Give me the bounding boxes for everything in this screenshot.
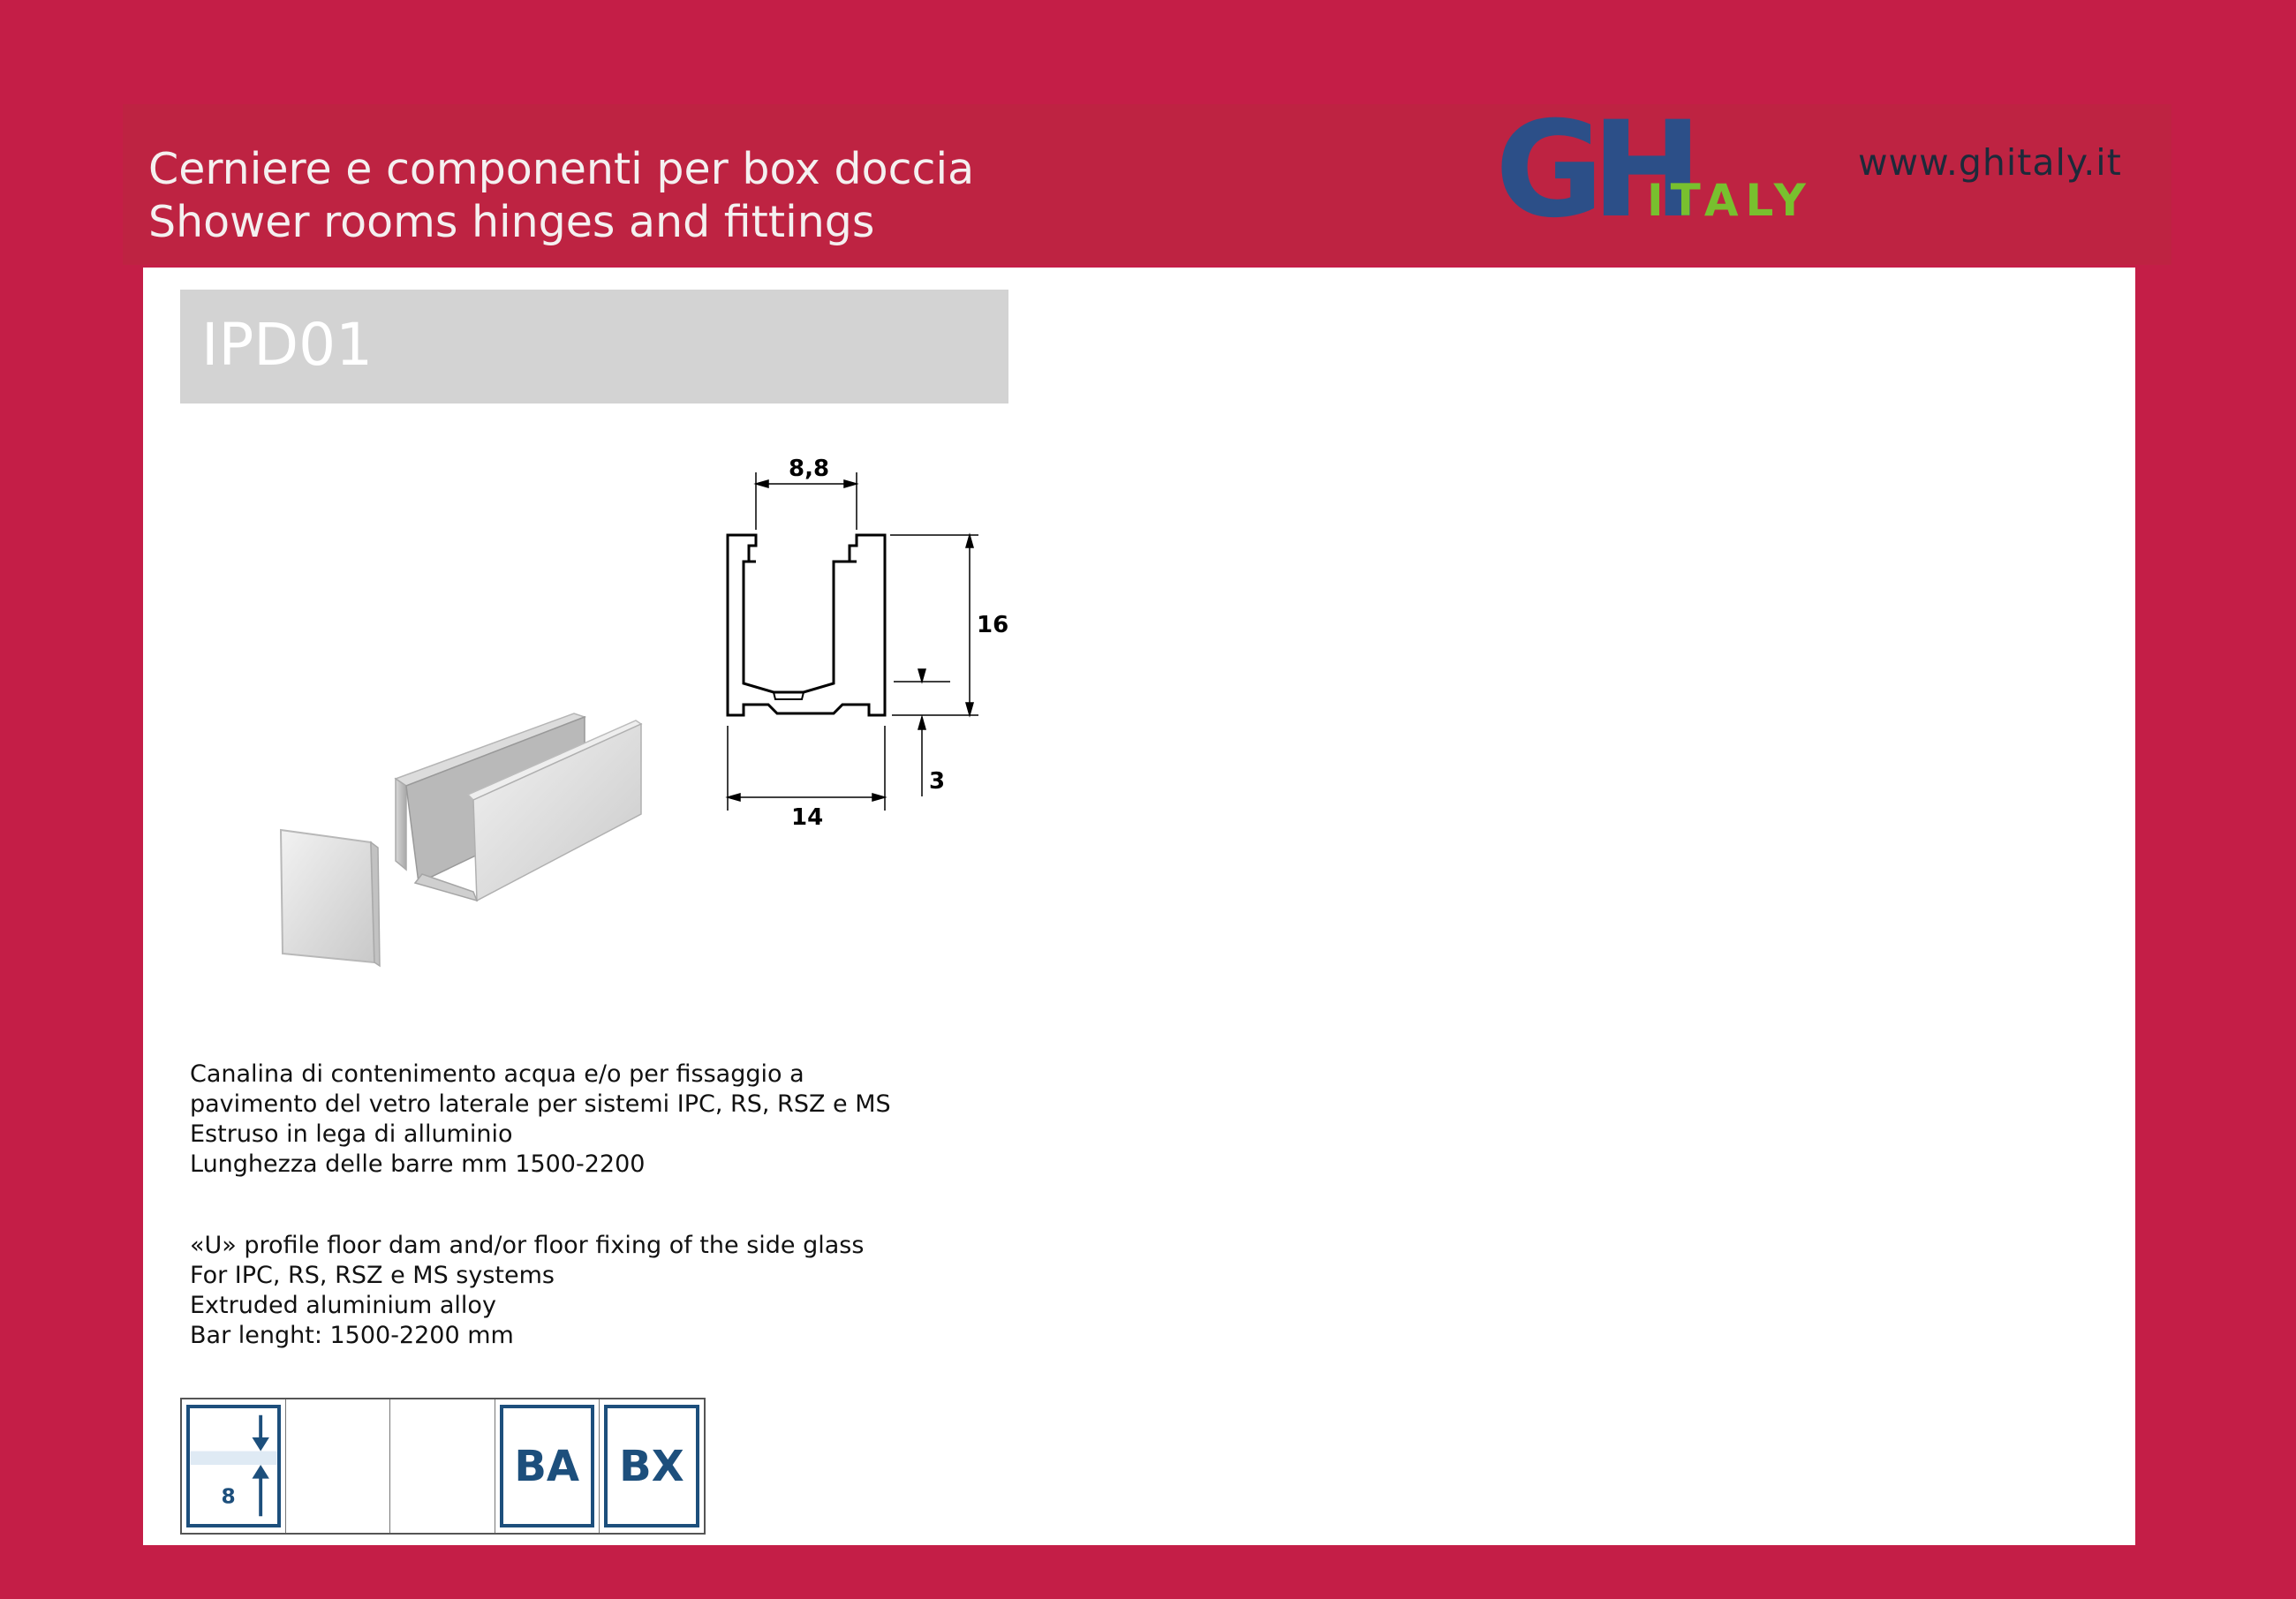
dim-top-arrow-right [844, 480, 857, 487]
dim-height-arrow-top [966, 535, 973, 547]
header-title-english: Shower rooms hinges and fittings [148, 197, 875, 247]
dim-base-label: 3 [929, 768, 946, 795]
glass-thickness-cell [182, 1399, 286, 1533]
description-en-line: For IPC, RS, RSZ e MS systems [190, 1262, 555, 1289]
end-cap-face [281, 830, 374, 962]
dim-width-arrow-right [872, 794, 885, 801]
dim-base-arrow-top [918, 669, 925, 682]
dim-height-arrow-bottom [966, 703, 973, 715]
glass-thickness-icon [186, 1405, 281, 1527]
glass-thickness-value: 8 [221, 1484, 236, 1509]
u-profile-technical-drawing [689, 441, 1042, 839]
dim-width-arrow-left [728, 794, 740, 801]
description-it-line: pavimento del vetro laterale per sistemi IPC, RS, RSZ e MS [190, 1090, 891, 1118]
empty-icon-cell [390, 1399, 495, 1533]
glass-thickness-symbol [190, 1408, 277, 1524]
dim-top-arrow-left [756, 480, 768, 487]
finish-ba-icon: BA [500, 1405, 594, 1527]
gh-italy-logo [1495, 108, 1831, 223]
description-en-line: Bar lenght: 1500-2200 mm [190, 1322, 514, 1349]
dim-base-arrow-bottom [918, 717, 925, 729]
dim-top-label: 8,8 [789, 456, 830, 482]
description-english [190, 1231, 864, 1351]
finish-bx-icon: BX [604, 1405, 699, 1527]
profile-bottom-lip [415, 874, 477, 901]
description-it-line: Estruso in lega di alluminio [190, 1120, 513, 1148]
u-profile-outline [728, 535, 885, 715]
specification-icons-row [180, 1398, 706, 1535]
dim-width-label: 14 [791, 804, 824, 831]
description-en-line: Extruded aluminium alloy [190, 1292, 496, 1319]
description-it-line: Lunghezza delle barre mm 1500-2200 [190, 1150, 646, 1178]
empty-icon-cell [286, 1399, 390, 1533]
finish-ba-cell [495, 1399, 600, 1533]
finish-bx-cell [600, 1399, 704, 1533]
header-title-italian: Cerniere e componenti per box doccia [148, 144, 975, 194]
website-link[interactable]: www.ghitaly.it [1858, 141, 2122, 184]
description-en-line: «U» profile floor dam and/or floor fixing of the side glass [190, 1232, 865, 1259]
logo-italy-text: ITALY [1647, 175, 1813, 223]
profile-back-wall-end [396, 779, 406, 870]
product-code: IPD01 [201, 311, 374, 379]
logo-gh-text: GH [1495, 108, 1690, 223]
profile-3d-render [265, 698, 671, 971]
description-it-line: Canalina di contenimento acqua e/o per fissaggio a [190, 1060, 804, 1088]
dim-height-label: 16 [977, 612, 1009, 638]
description-italian [190, 1060, 891, 1180]
